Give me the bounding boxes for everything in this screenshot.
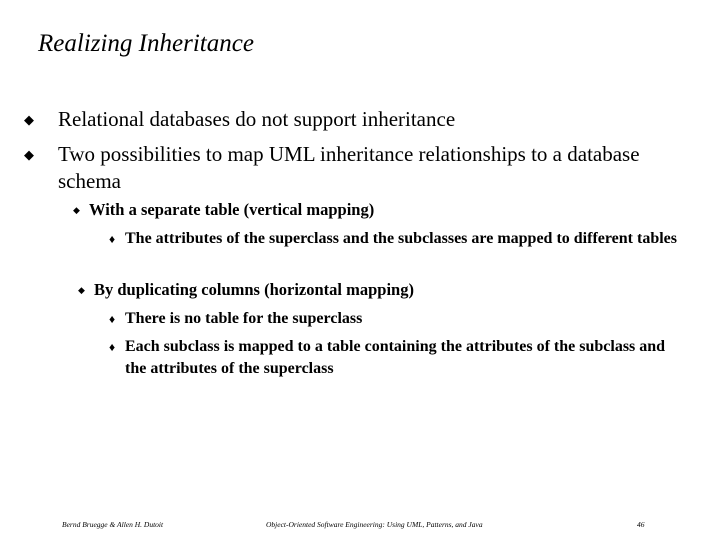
diamond-bullet-icon: ◆ — [24, 147, 34, 162]
slide-title: Realizing Inheritance — [38, 30, 254, 57]
sub-sub-bullet-item — [109, 228, 685, 250]
footer-authors: Bernd Bruegge & Allen H. Dutoit — [62, 520, 164, 529]
diamond-bullet-icon: ♦ — [109, 312, 116, 326]
diamond-bullet-icon: ◆ — [24, 112, 34, 127]
sub-bullet-text: By duplicating columns (horizontal mapping) — [94, 280, 414, 299]
diamond-bullet-icon: ♦ — [109, 340, 116, 354]
sub-bullet-item — [73, 199, 689, 221]
footer-page-number: 46 — [637, 520, 645, 529]
bullet-text: Two possibilities to map UML inheritance relationships to a database schema — [58, 142, 640, 193]
bullet-item — [24, 141, 698, 195]
square-bullet-icon: ◆ — [78, 285, 85, 295]
square-bullet-icon: ◆ — [73, 205, 80, 215]
bullet-text: Relational databases do not support inheritance — [58, 107, 456, 131]
sub-sub-bullet-text: Each subclass is mapped to a table containing the attributes of the subclass and the attributes of the superclass — [125, 338, 666, 377]
bullet-item — [24, 106, 698, 133]
sub-sub-bullet-text: The attributes of the superclass and the subclasses are mapped to different tables — [125, 230, 678, 247]
sub-bullet-item — [78, 279, 694, 301]
sub-sub-bullet-text: There is no table for the superclass — [125, 310, 363, 327]
sub-bullet-text: With a separate table (vertical mapping) — [89, 200, 375, 219]
diamond-bullet-icon: ♦ — [109, 232, 116, 246]
sub-sub-bullet-item — [109, 308, 685, 330]
sub-sub-bullet-item — [109, 336, 685, 380]
footer-book-title: Object-Oriented Software Engineering: Using UML, Patterns, and Java — [266, 520, 483, 529]
